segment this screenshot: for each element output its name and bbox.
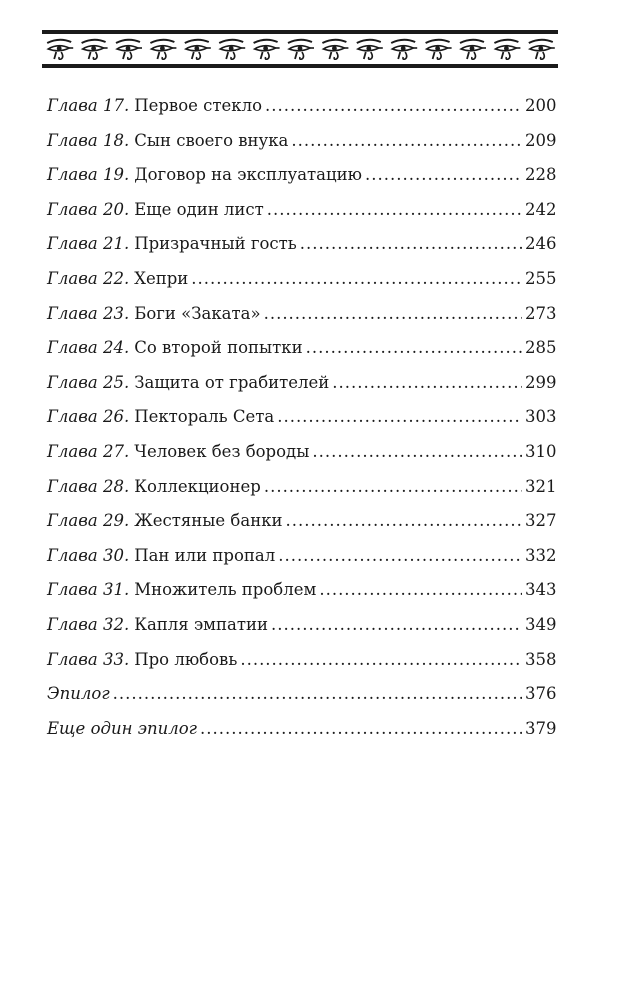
toc-entry-label: Глава 23. xyxy=(47,303,130,323)
toc-entry-title: Боги «Заката» xyxy=(134,303,261,323)
toc-entry-title: Пектораль Сета xyxy=(134,407,275,427)
toc-entry-label: Глава 31. xyxy=(47,580,130,600)
dot-leader xyxy=(265,96,522,115)
toc-entry-label: Глава 25. xyxy=(47,372,130,392)
toc-entry-title: Про любовь xyxy=(134,649,238,669)
eye-of-horus-icon xyxy=(460,40,486,60)
eye-of-horus-icon xyxy=(219,40,245,60)
toc-entry xyxy=(47,442,555,477)
decorative-border xyxy=(42,30,558,68)
toc-entry-page-number: 285 xyxy=(525,338,557,358)
toc-entry-title: Договор на эксплуатацию xyxy=(134,165,362,185)
toc-entry-label: Глава 18. xyxy=(47,130,130,150)
dot-leader xyxy=(264,304,522,323)
toc-entry-page-number: 255 xyxy=(525,268,557,288)
dot-leader xyxy=(312,442,522,461)
dot-leader xyxy=(113,684,522,703)
eye-of-horus-icon xyxy=(116,40,142,60)
toc-entry xyxy=(47,615,555,650)
dot-leader xyxy=(277,407,522,426)
eye-of-horus-icon xyxy=(150,40,176,60)
eye-of-horus-border xyxy=(42,30,558,68)
toc-entry-label: Глава 24. xyxy=(47,338,130,358)
toc-entry-page-number: 332 xyxy=(525,545,557,565)
toc-entry-title: Капля эмпатии xyxy=(134,614,268,634)
toc-entry-title: Человек без бороды xyxy=(134,441,310,461)
table-of-contents xyxy=(47,96,555,753)
dot-leader xyxy=(332,373,522,392)
dot-leader xyxy=(306,338,522,357)
toc-entry-label: Глава 21. xyxy=(47,234,130,254)
toc-entry-title: Защита от грабителей xyxy=(134,372,330,392)
toc-entry xyxy=(47,200,555,235)
toc-entry xyxy=(47,684,555,719)
toc-entry xyxy=(47,650,555,685)
toc-entry xyxy=(47,511,555,546)
dot-leader xyxy=(240,650,522,669)
toc-entry-label: Глава 30. xyxy=(47,545,130,565)
toc-entry-label: Еще один эпилог xyxy=(47,718,197,738)
toc-entry-label: Глава 19. xyxy=(47,165,130,185)
eye-of-horus-icon xyxy=(322,40,348,60)
eye-of-horus-icon xyxy=(426,40,452,60)
toc-entry-page-number: 376 xyxy=(525,684,557,704)
dot-leader xyxy=(264,477,522,496)
toc-entry-page-number: 349 xyxy=(525,614,557,634)
toc-entry xyxy=(47,234,555,269)
toc-entry-title: Первое стекло xyxy=(134,96,263,115)
toc-entry-label: Глава 28. xyxy=(47,476,130,496)
toc-entry-title: Хепри xyxy=(134,268,189,288)
dot-leader xyxy=(267,200,522,219)
toc-entry xyxy=(47,546,555,581)
toc-entry xyxy=(47,580,555,615)
eye-of-horus-icon xyxy=(82,40,108,60)
toc-entry-page-number: 246 xyxy=(525,234,557,254)
toc-entry-label: Глава 17. xyxy=(47,96,130,115)
dot-leader xyxy=(319,580,522,599)
eye-of-horus-icon xyxy=(391,40,417,60)
toc-entry-page-number: 242 xyxy=(525,199,557,219)
toc-entry-page-number: 209 xyxy=(525,130,557,150)
toc-entry-page-number: 228 xyxy=(525,165,557,185)
toc-entry-label: Глава 27. xyxy=(47,441,130,461)
toc-entry-title: Множитель проблем xyxy=(134,580,317,600)
eye-of-horus-icon xyxy=(357,40,383,60)
toc-entry-page-number: 379 xyxy=(525,718,557,738)
toc-entry-title: Еще один лист xyxy=(134,199,264,219)
toc-entry-page-number: 200 xyxy=(525,96,557,115)
dot-leader xyxy=(365,165,522,184)
toc-entry-page-number: 321 xyxy=(525,476,557,496)
toc-entry xyxy=(47,269,555,304)
toc-entry xyxy=(47,304,555,339)
dot-leader xyxy=(291,131,522,150)
dot-leader xyxy=(286,511,522,530)
toc-entry xyxy=(47,407,555,442)
toc-entry xyxy=(47,131,555,166)
toc-entry-title: Призрачный гость xyxy=(134,234,297,254)
eye-of-horus-icon xyxy=(529,40,555,60)
toc-entry-page-number: 358 xyxy=(525,649,557,669)
eye-of-horus-icon xyxy=(288,40,314,60)
toc-entry-label: Глава 33. xyxy=(47,649,130,669)
toc-entry-label: Глава 29. xyxy=(47,511,130,531)
dot-leader xyxy=(271,615,522,634)
toc-entry-title: Пан или пропал xyxy=(134,545,276,565)
toc-entry-title: Коллекционер xyxy=(134,476,261,496)
toc-entry xyxy=(47,165,555,200)
toc-entry xyxy=(47,373,555,408)
toc-entry-label: Глава 26. xyxy=(47,407,130,427)
toc-entry xyxy=(47,338,555,373)
toc-entry-label: Глава 22. xyxy=(47,268,130,288)
toc-entry-page-number: 343 xyxy=(525,580,557,600)
eye-of-horus-icon xyxy=(254,40,280,60)
toc-entry-page-number: 303 xyxy=(525,407,557,427)
dot-leader xyxy=(300,234,522,253)
toc-entry xyxy=(47,719,555,754)
toc-entry-page-number: 327 xyxy=(525,511,557,531)
dot-leader xyxy=(191,269,522,288)
dot-leader xyxy=(200,719,522,738)
toc-entry-title: Со второй попытки xyxy=(134,338,303,358)
eye-of-horus-icon xyxy=(494,40,520,60)
eye-of-horus-icon xyxy=(185,40,211,60)
toc-entry-page-number: 299 xyxy=(525,372,557,392)
eye-of-horus-icon xyxy=(47,40,73,60)
toc-entry-label: Глава 32. xyxy=(47,614,130,634)
toc-entry-label: Глава 20. xyxy=(47,199,130,219)
toc-entry xyxy=(47,96,555,131)
toc-entry-title: Сын своего внука xyxy=(134,130,289,150)
toc-entry-page-number: 310 xyxy=(525,441,557,461)
toc-entry-label: Эпилог xyxy=(47,684,110,704)
toc-entry-title: Жестяные банки xyxy=(134,511,283,531)
toc-entry-page-number: 273 xyxy=(525,303,557,323)
toc-entry xyxy=(47,477,555,512)
dot-leader xyxy=(278,546,522,565)
